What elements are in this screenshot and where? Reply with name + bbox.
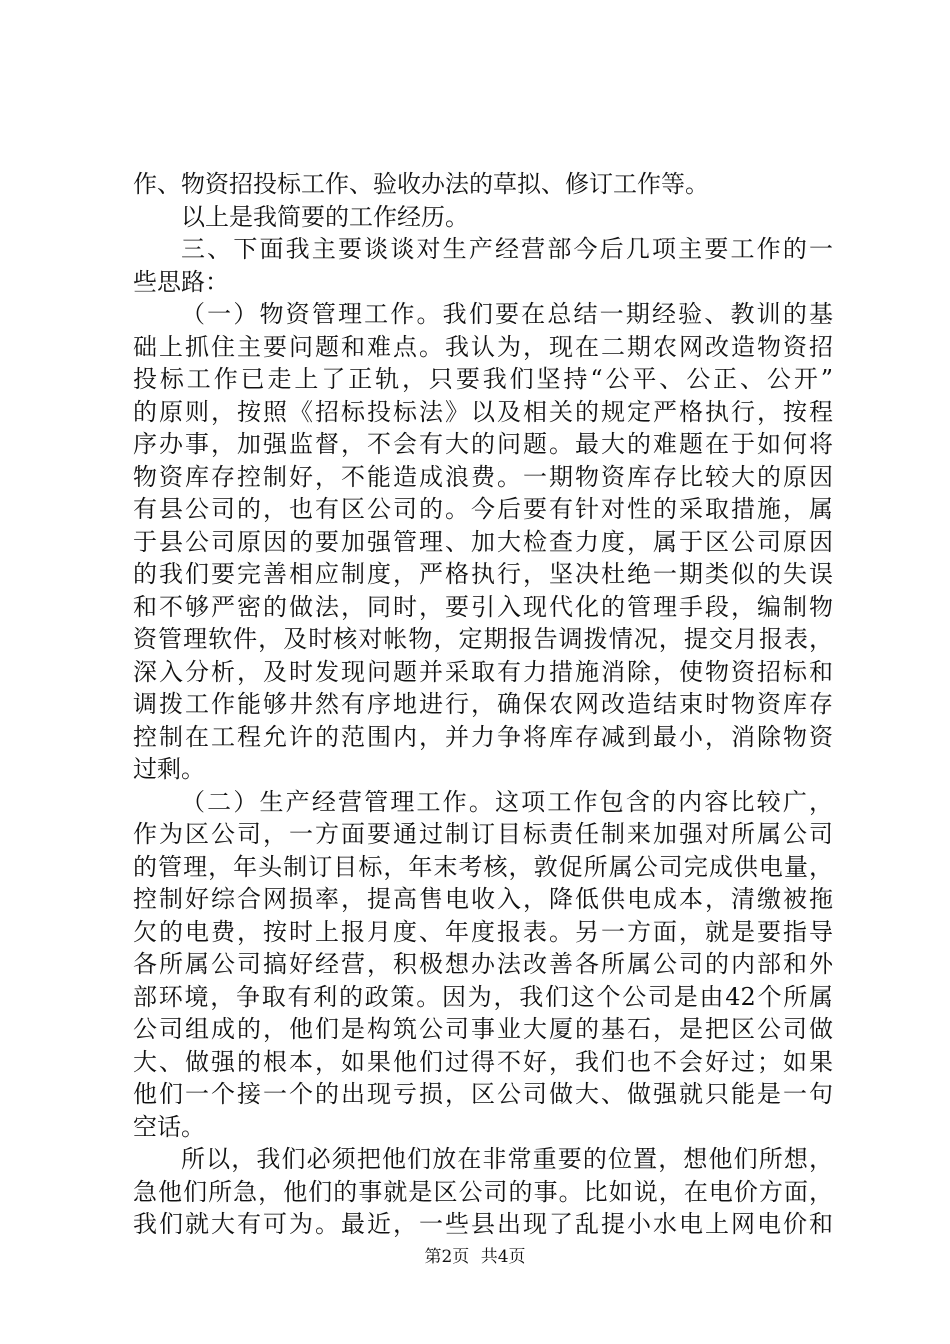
text-line: 我们就大有可为。最近，一些县出现了乱提小水电上网电价和 (133, 1210, 833, 1238)
text-line: （一）物资管理工作。我们要在总结一期经验、教训的基 (181, 300, 833, 328)
page-number: 第2页 (424, 1247, 470, 1267)
text-line: 些思路： (133, 267, 229, 296)
text-line: 作为区公司，一方面要通过制订目标责任制来加强对所属公司 (133, 820, 833, 848)
text-line: 公司组成的，他们是构筑公司事业大厦的基石，是把区公司做 (133, 1015, 833, 1043)
text-line: 过剩。 (133, 755, 205, 783)
text-line: 的我们要完善相应制度，严格执行，坚决杜绝一期类似的失误 (133, 560, 833, 588)
text-line: 物资库存控制好，不能造成浪费。一期物资库存比较大的原因 (133, 462, 833, 491)
text-line: 控制好综合网损率，提高售电收入，降低供电成本，清缴被拖 (133, 885, 833, 913)
text-line: 三、下面我主要谈谈对生产经营部今后几项主要工作的一 (181, 235, 833, 263)
text-line: 深入分析，及时发现问题并采取有力措施消除，使物资招标和 (133, 657, 833, 686)
text-line: 他们一个接一个的出现亏损，区公司做大、做强就只能是一句 (133, 1080, 833, 1108)
text-line: 急他们所急，他们的事就是区公司的事。比如说，在电价方面， (133, 1177, 833, 1206)
page-footer (0, 1242, 950, 1267)
text-line: 控制在工程允许的范围内，并力争将库存减到最小，消除物资 (133, 722, 833, 751)
text-line: 调拨工作能够井然有序地进行，确保农网改造结束时物资库存 (133, 690, 833, 718)
text-line: 和不够严密的做法，同时，要引入现代化的管理手段，编制物 (133, 592, 833, 621)
page-total: 共4页 (480, 1247, 526, 1267)
text-line: 欠的电费，按时上报月度、年度报表。另一方面，就是要指导 (133, 917, 833, 946)
text-line: 空话。 (133, 1112, 205, 1141)
text-line: 于县公司原因的要加强管理、加大检查力度，属于区公司原因 (133, 527, 833, 556)
text-line: 部环境，争取有利的政策。因为，我们这个公司是由42个所属 (133, 982, 833, 1011)
text-line: 的原则，按照《招标投标法》以及相关的规定严格执行，按程 (133, 397, 833, 426)
text-line: 础上抓住主要问题和难点。我认为，现在二期农网改造物资招 (133, 332, 833, 361)
text-line: 所以，我们必须把他们放在非常重要的位置，想他们所想， (181, 1145, 833, 1173)
text-line: 有县公司的，也有区公司的。今后要有针对性的采取措施，属 (133, 495, 833, 523)
text-line: （二）生产经营管理工作。这项工作包含的内容比较广， (181, 787, 833, 816)
text-line: 作、物资招投标工作、验收办法的草拟、修订工作等。 (133, 170, 709, 198)
text-line: 大、做强的根本，如果他们过得不好，我们也不会好过；如果 (133, 1047, 833, 1076)
text-line: 各所属公司搞好经营，积极想办法改善各所属公司的内部和外 (133, 950, 833, 978)
text-line: 以上是我简要的工作经历。 (181, 202, 469, 231)
document-body (133, 168, 833, 1241)
text-line: 序办事，加强监督，不会有大的问题。最大的难题在于如何将 (133, 430, 833, 458)
text-line: 资管理软件，及时核对帐物，定期报告调拨情况，提交月报表， (133, 625, 833, 653)
text-line: 的管理，年头制订目标，年末考核，敦促所属公司完成供电量， (133, 852, 833, 881)
text-line: 投标工作已走上了正轨，只要我们坚持“公平、公正、公开” (133, 365, 833, 393)
